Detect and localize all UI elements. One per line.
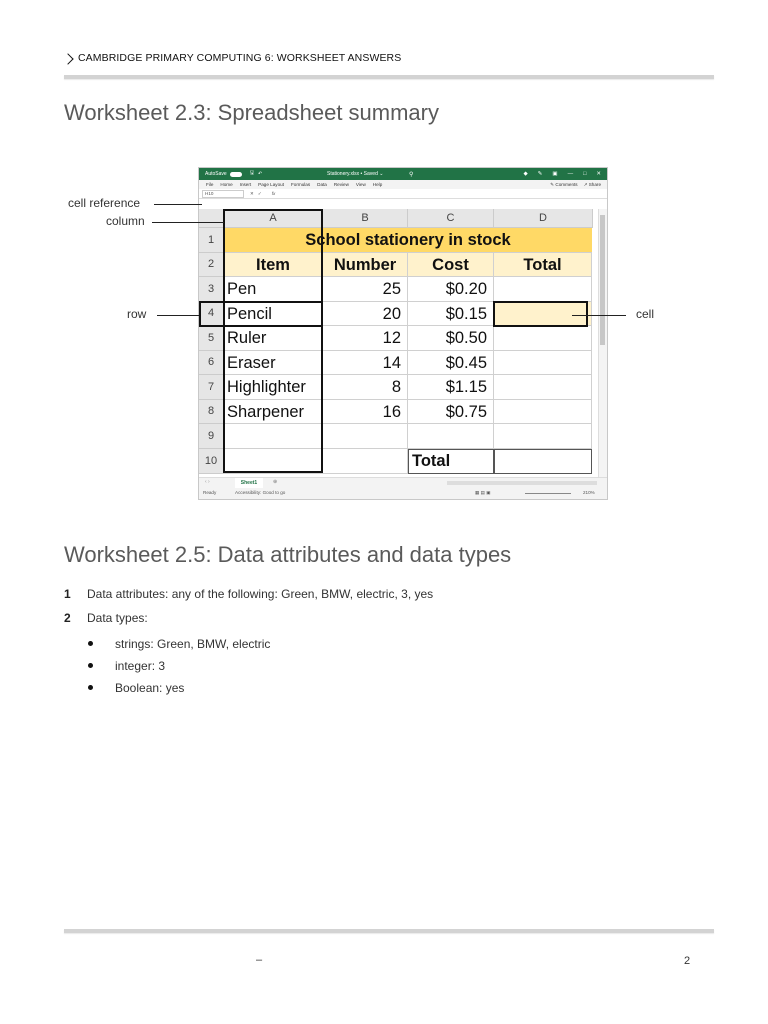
cell-b10 — [323, 449, 408, 474]
callout-cell-reference: cell reference — [68, 196, 141, 210]
excel-filename: Stationery.xlsx • Saved ⌄ — [327, 171, 384, 177]
callout-line-row — [157, 315, 199, 316]
diamond-icon: ◆ — [523, 171, 528, 177]
restore-icon: ▣ — [552, 171, 558, 177]
section-title-2-5: Worksheet 2.5: Data attributes and data types — [64, 542, 512, 567]
cell-cost-highlighter: $1.15 — [408, 375, 494, 400]
fx-label: fx — [271, 191, 276, 196]
bullet-icon — [88, 641, 93, 646]
excel-titlebar — [199, 168, 607, 180]
view-icons: ▦ ▤ ▣ — [475, 490, 491, 495]
comments-button: ✎ Comments — [550, 181, 578, 187]
page-number: 2 — [684, 955, 691, 967]
undo-icon: ↶ — [257, 171, 263, 177]
running-title: CAMBRIDGE PRIMARY COMPUTING 6: WORKSHEET ANSWERS — [78, 52, 402, 64]
row-header-5: 5 — [199, 326, 224, 351]
cell-c9 — [408, 424, 494, 449]
name-box: H10 — [202, 190, 244, 198]
cell-d9 — [494, 424, 592, 449]
zoom-level: 210% — [583, 490, 595, 495]
minimize-icon: — — [567, 171, 574, 177]
menu-home: Home — [220, 182, 233, 187]
cell-number-pencil: 20 — [323, 302, 408, 326]
menu-data: Data — [317, 182, 327, 187]
formula-bar — [199, 189, 607, 199]
status-bar — [199, 488, 607, 499]
cell-total-highlighter — [494, 375, 592, 400]
cell-number-eraser: 14 — [323, 351, 408, 375]
callout-cell: cell — [636, 307, 655, 321]
bullet-icon — [88, 685, 93, 690]
cell-total-ruler — [494, 326, 592, 351]
share-button: ↗ Share — [583, 181, 601, 187]
menu-insert: Insert — [239, 182, 252, 187]
cell-grand-total — [494, 449, 592, 474]
cell-cost-ruler: $0.50 — [408, 326, 494, 351]
row-header-6: 6 — [199, 351, 224, 375]
bullet-item-integer: integer: 3 — [115, 659, 166, 673]
cell-b9 — [323, 424, 408, 449]
cell-item-highlighter: Highlighter — [224, 375, 323, 400]
callout-line-column — [152, 222, 224, 223]
cell-item-pen: Pen — [224, 277, 323, 302]
row-header-2: 2 — [199, 253, 224, 277]
chevron-right-icon — [62, 53, 73, 64]
bullet-icon — [88, 663, 93, 668]
cell-total-pen — [494, 277, 592, 302]
row-header-8: 8 — [199, 400, 224, 424]
cell-item-ruler: Ruler — [224, 326, 323, 351]
bullet-item-boolean: Boolean: yes — [115, 681, 185, 695]
header-cost: Cost — [408, 253, 494, 277]
cancel-icon: ✕ — [250, 190, 254, 196]
status-ready: Ready — [203, 490, 217, 495]
menu-view: View — [355, 182, 366, 187]
column-header-c: C — [408, 209, 494, 228]
window-controls — [524, 171, 601, 177]
callout-line-cell-reference — [154, 204, 202, 205]
add-sheet-icon: ⊕ — [273, 479, 278, 485]
footer-dash: – — [256, 954, 263, 966]
check-icon: ✓ — [257, 190, 262, 196]
status-accessibility: Accessibility: Good to go — [235, 490, 286, 495]
autosave-toggle — [230, 172, 242, 177]
tab-sheet1: Sheet1 — [235, 478, 263, 490]
save-icon: 🖫 — [249, 170, 254, 176]
vertical-scrollbar — [598, 209, 607, 477]
cell-item-sharpener: Sharpener — [224, 400, 323, 424]
list-number-1: 1 — [64, 587, 71, 601]
row-header-3: 3 — [199, 277, 224, 302]
cell-number-sharpener: 16 — [323, 400, 408, 424]
callout-row: row — [127, 307, 147, 321]
menu-file: File — [206, 182, 214, 187]
zoom-slider — [525, 493, 571, 494]
row-header-10: 10 — [199, 449, 224, 474]
cell-total-sharpener — [494, 400, 592, 424]
header-rule — [64, 75, 714, 79]
row-header-4: 4 — [199, 302, 224, 326]
list-text-2: Data types: — [87, 611, 148, 625]
scrollbar-thumb — [600, 215, 605, 345]
cell-total-label: Total — [408, 449, 494, 474]
row-header-7: 7 — [199, 375, 224, 400]
cell-number-pen: 25 — [323, 277, 408, 302]
section-title-2-3: Worksheet 2.3: Spreadsheet summary — [64, 100, 439, 125]
cell-cost-pen: $0.20 — [408, 277, 494, 302]
sheet-title-cell: School stationery in stock — [224, 228, 592, 253]
cell-cost-eraser: $0.45 — [408, 351, 494, 375]
cell-number-ruler: 12 — [323, 326, 408, 351]
horizontal-scrollbar — [447, 481, 597, 485]
header-total: Total — [494, 253, 592, 277]
cell-cost-pencil: $0.15 — [408, 302, 494, 326]
header-item: Item — [224, 253, 323, 277]
row-header-9: 9 — [199, 424, 224, 449]
close-icon: ✕ — [596, 171, 601, 177]
cell-total-eraser — [494, 351, 592, 375]
callout-line-cell — [572, 315, 626, 316]
list-number-2: 2 — [64, 611, 71, 625]
excel-menu — [199, 180, 607, 189]
column-header-b: B — [323, 209, 408, 228]
maximize-icon: □ — [583, 171, 587, 177]
pen-icon: ✎ — [537, 171, 543, 177]
column-header-d: D — [494, 209, 593, 228]
callout-column: column — [106, 214, 145, 228]
row-header-1: 1 — [199, 228, 224, 253]
search-icon: ⚲ — [409, 171, 414, 178]
row-highlight-box — [199, 301, 323, 327]
menu-review: Review — [333, 182, 349, 187]
menu-formulas: Formulas — [290, 182, 311, 187]
cell-highlight-box — [493, 301, 588, 327]
spreadsheet-grid — [199, 209, 597, 477]
cell-number-highlighter: 8 — [323, 375, 408, 400]
excel-screenshot — [198, 167, 608, 500]
grid-corner — [199, 209, 224, 228]
menu-help: Help — [372, 182, 383, 187]
header-number: Number — [323, 253, 408, 277]
bullet-item-strings: strings: Green, BMW, electric — [115, 637, 271, 651]
footer-rule — [64, 929, 714, 933]
column-header-a: A — [224, 209, 323, 228]
autosave-label: AutoSave — [205, 171, 227, 177]
list-text-1: Data attributes: any of the following: Green, BMW, electric, 3, yes — [87, 587, 434, 601]
cell-item-pencil: Pencil — [224, 302, 323, 326]
menu-page-layout: Page Layout — [258, 182, 284, 187]
cell-cost-sharpener: $0.75 — [408, 400, 494, 424]
cell-item-eraser: Eraser — [224, 351, 323, 375]
running-header — [64, 52, 401, 64]
column-highlight-box — [223, 209, 323, 473]
tab-nav-arrows-icon: ‹ › — [205, 479, 210, 485]
